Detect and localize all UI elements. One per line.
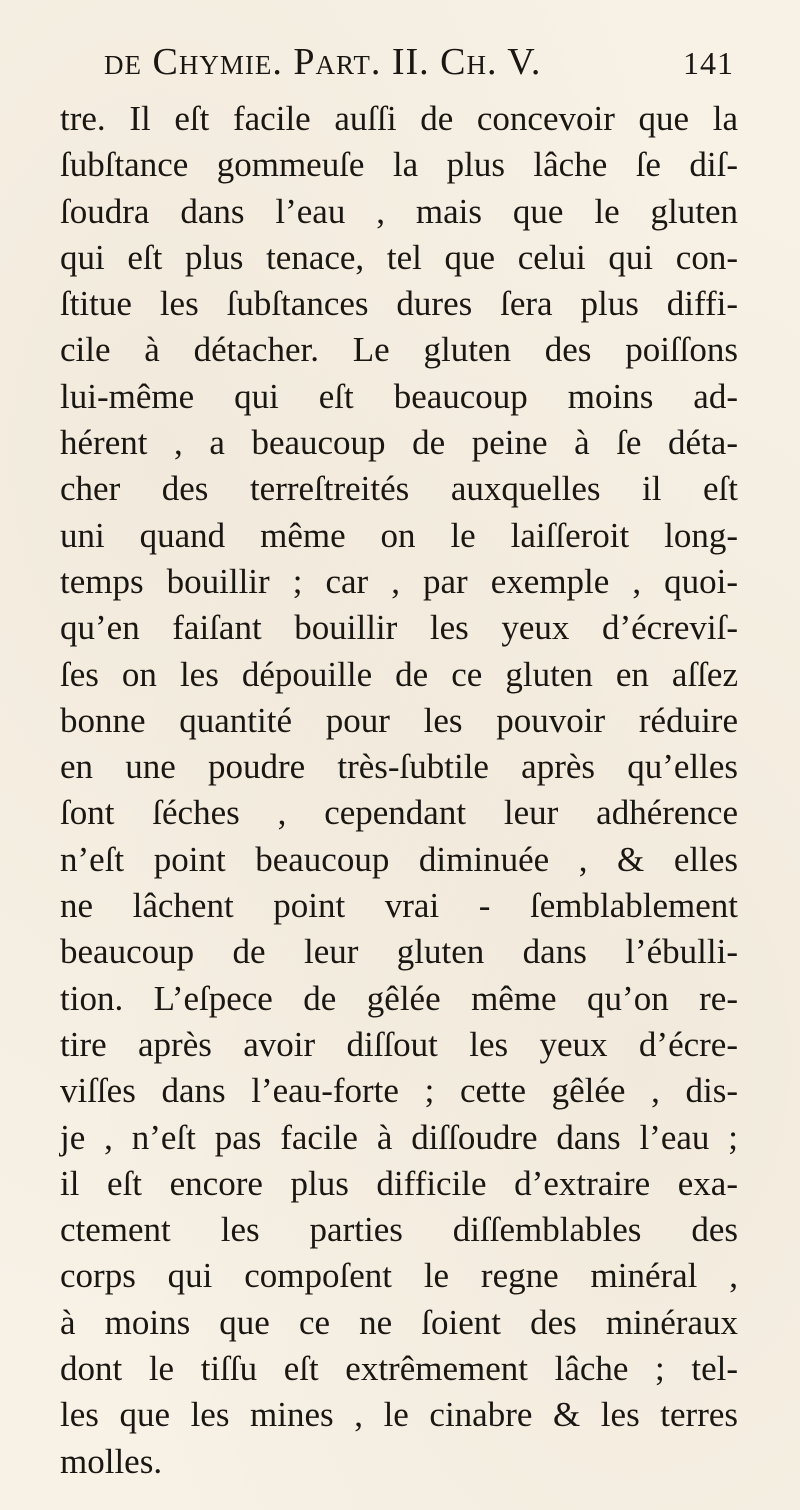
text-line: hérent , a beaucoup de peine à ſe déta- [60,423,738,463]
text-line: ſubſtance gommeuſe la plus lâche ſe diſ- [60,145,738,185]
text-line: il eſt encore plus difficile d’extraire exa- [60,1163,738,1203]
running-head [104,40,738,94]
text-line: à moins que ce ne ſoient des minéraux [60,1302,738,1342]
text-line: ſes on les dépouille de ce gluten en aſſez [60,654,738,694]
text-line: bonne quantité pour les pouvoir réduire [60,700,738,740]
text-line: ne lâchent point vrai - ſemblablement [60,886,738,926]
text-line: je , n’eſt pas facile à diſſoudre dans l’eau ; [60,1117,738,1157]
text-line: en une poudre très-ſubtile après qu’elles [60,747,738,787]
text-line: dont le tiſſu eſt extrêmement lâche ; tel- [60,1349,738,1389]
body-text [60,96,738,1485]
page-number: 141 [683,45,734,81]
text-line: ſtitue les ſubſtances dures ſera plus diffi- [60,284,738,324]
text-line: tire après avoir diſſout les yeux d’écre- [60,1024,738,1064]
text-line: tion. L’eſpece de gêlée même qu’on re- [60,978,738,1018]
text-line: beaucoup de leur gluten dans l’ébulli- [60,932,738,972]
running-title: de Chymie. Part. II. Ch. V. [104,41,542,83]
text-line: uni quand même on le laiſſeroit long- [60,515,738,555]
text-line: ſoudra dans l’eau , mais que le gluten [60,191,738,231]
text-line: viſſes dans l’eau-forte ; cette gêlée , dis- [60,1071,738,1111]
text-line: ſont ſéches , cependant leur adhérence [60,793,738,833]
text-line: les que les mines , le cinabre & les terres [60,1395,738,1435]
text-line: lui-même qui eſt beaucoup moins ad- [60,376,738,416]
text-line: ctement les parties diſſemblables des [60,1210,738,1250]
text-line: cile à détacher. Le gluten des poiſſons [60,330,738,370]
text-line: qui eſt plus tenace, tel que celui qui con- [60,237,738,277]
text-line: n’eſt point beaucoup diminuée , & elles [60,839,738,879]
text-line: cher des terreſtreités auxquelles il eſt [60,469,738,509]
text-line: temps bouillir ; car , par exemple , quoi- [60,561,738,601]
text-line: qu’en faiſant bouillir les yeux d’écreviſ- [60,608,738,648]
text-line: corps qui compoſent le regne minéral , [60,1256,738,1296]
text-line: tre. Il eſt facile auſſi de concevoir que la [60,99,738,138]
text-line: molles. [60,1441,163,1481]
